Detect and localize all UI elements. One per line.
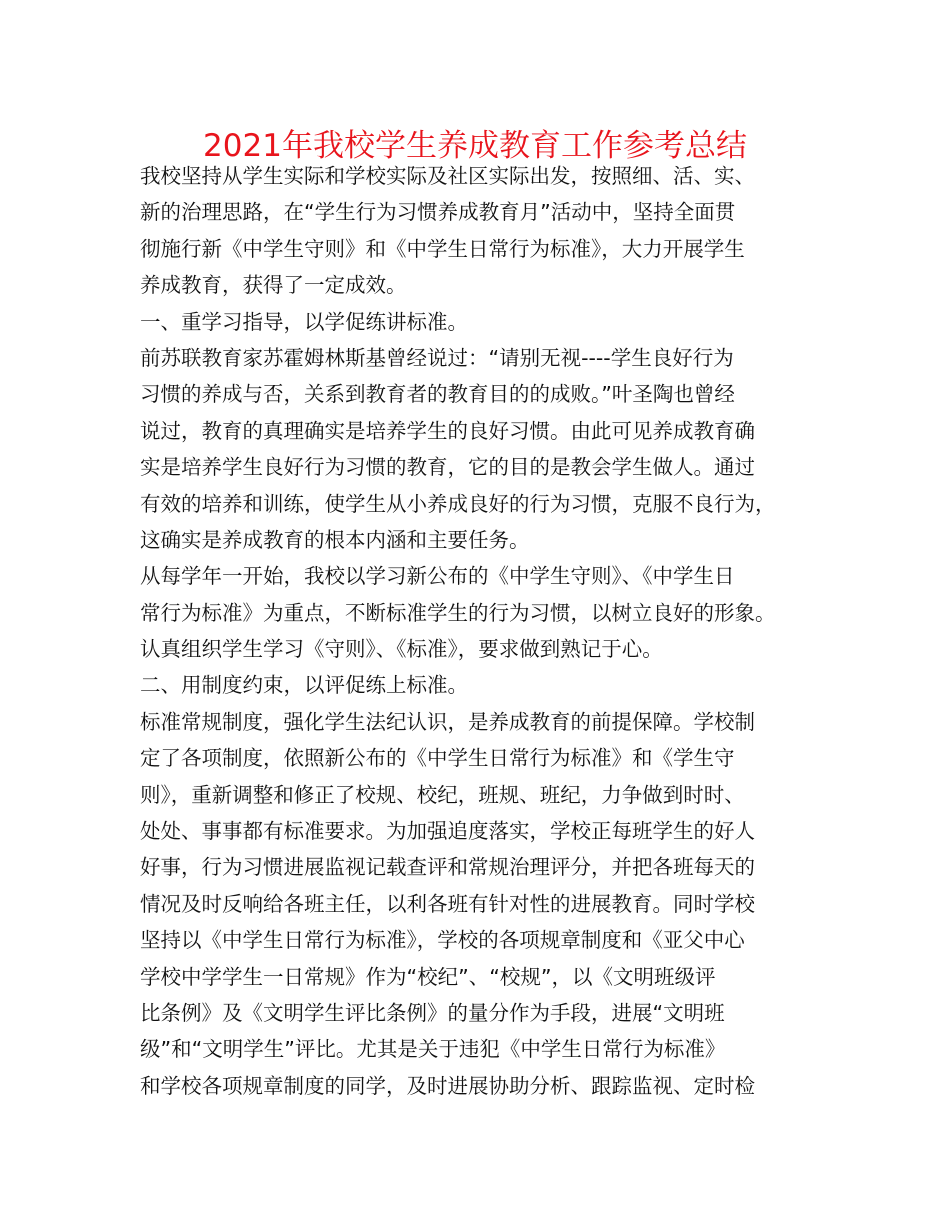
- text-line: 标准常规制度，强化学生法纪认识，是养成教育的前提保障。学校制: [140, 709, 755, 734]
- text-line: 坚持以《中学生日常行为标准》，学校的各项规章制度和《亚父中心: [140, 928, 745, 953]
- text-line: 说过，教育的真理确实是培养学生的良好习惯。由此可见养成教育确: [140, 418, 755, 443]
- text-line: 则》，重新调整和修正了校规、校纪，班规、班纪，力争做到时时、: [140, 782, 745, 807]
- text-line: 这确实是养成教育的根本内涵和主要任务。: [140, 527, 530, 552]
- text-line: 级”和“文明学生”评比。尤其是关于违犯《中学生日常行为标准》: [140, 1037, 726, 1062]
- text-line: 比条例》及《文明学生评比条例》的量分作为手段，进展“文明班: [140, 1000, 725, 1025]
- text-line: 从每学年一开始，我校以学习新公布的《中学生守则》、《中学生日: [140, 564, 735, 589]
- text-line: 实是培养学生良好行为习惯的教育，它的目的是教会学生做人。通过: [140, 455, 755, 480]
- document-body: [140, 158, 840, 1104]
- text-line: 情况及时反响给各班主任，以利各班有针对性的进展教育。同时学校: [140, 891, 755, 916]
- section-heading-1: 一、重学习指导，以学促练讲标准。: [140, 309, 468, 334]
- text-line: 新的治理思路，在“学生行为习惯养成教育月”活动中，坚持全面贯: [140, 200, 736, 225]
- text-line: 我校坚持从学生实际和学校实际及社区实际出发，按照细、活、实、: [140, 164, 755, 188]
- text-line: 彻施行新《中学生守则》和《中学生日常行为标准》，大力开展学生: [140, 236, 745, 261]
- text-line: 学校中学学生一日常规》作为“校纪”、“校规”，以《文明班级评: [140, 964, 716, 989]
- text-line: 有效的培养和训练，使学生从小养成良好的行为习惯，克服不良行为，: [140, 491, 776, 516]
- section-heading-2: 二、用制度约束，以评促练上标准。: [140, 673, 468, 698]
- document-title: 2021年我校学生养成教育工作参考总结: [203, 128, 747, 164]
- text-line: 养成教育，获得了一定成效。: [140, 273, 407, 298]
- text-line: 认真组织学生学习《守则》、《标准》，要求做到熟记于心。: [140, 637, 663, 662]
- text-line: 常行为标准》为重点，不断标准学生的行为习惯，以树立良好的形象。: [140, 600, 776, 625]
- text-line: 前苏联教育家苏霍姆林斯基曾经说过：“请别无视----学生良好行为: [140, 345, 734, 370]
- text-line: 处处、事事都有标准要求。为加强追度落实，学校正每班学生的好人: [140, 819, 755, 844]
- text-line: 好事，行为习惯进展监视记载查评和常规治理评分，并把各班每天的: [140, 855, 755, 880]
- text-line: 和学校各项规章制度的同学，及时进展协助分析、跟踪监视、定时检: [140, 1073, 755, 1098]
- text-line: 习惯的养成与否，关系到教育者的教育目的的成败。”叶圣陶也曾经: [140, 382, 735, 407]
- text-line: 定了各项制度，依照新公布的《中学生日常行为标准》和《学生守: [140, 746, 735, 771]
